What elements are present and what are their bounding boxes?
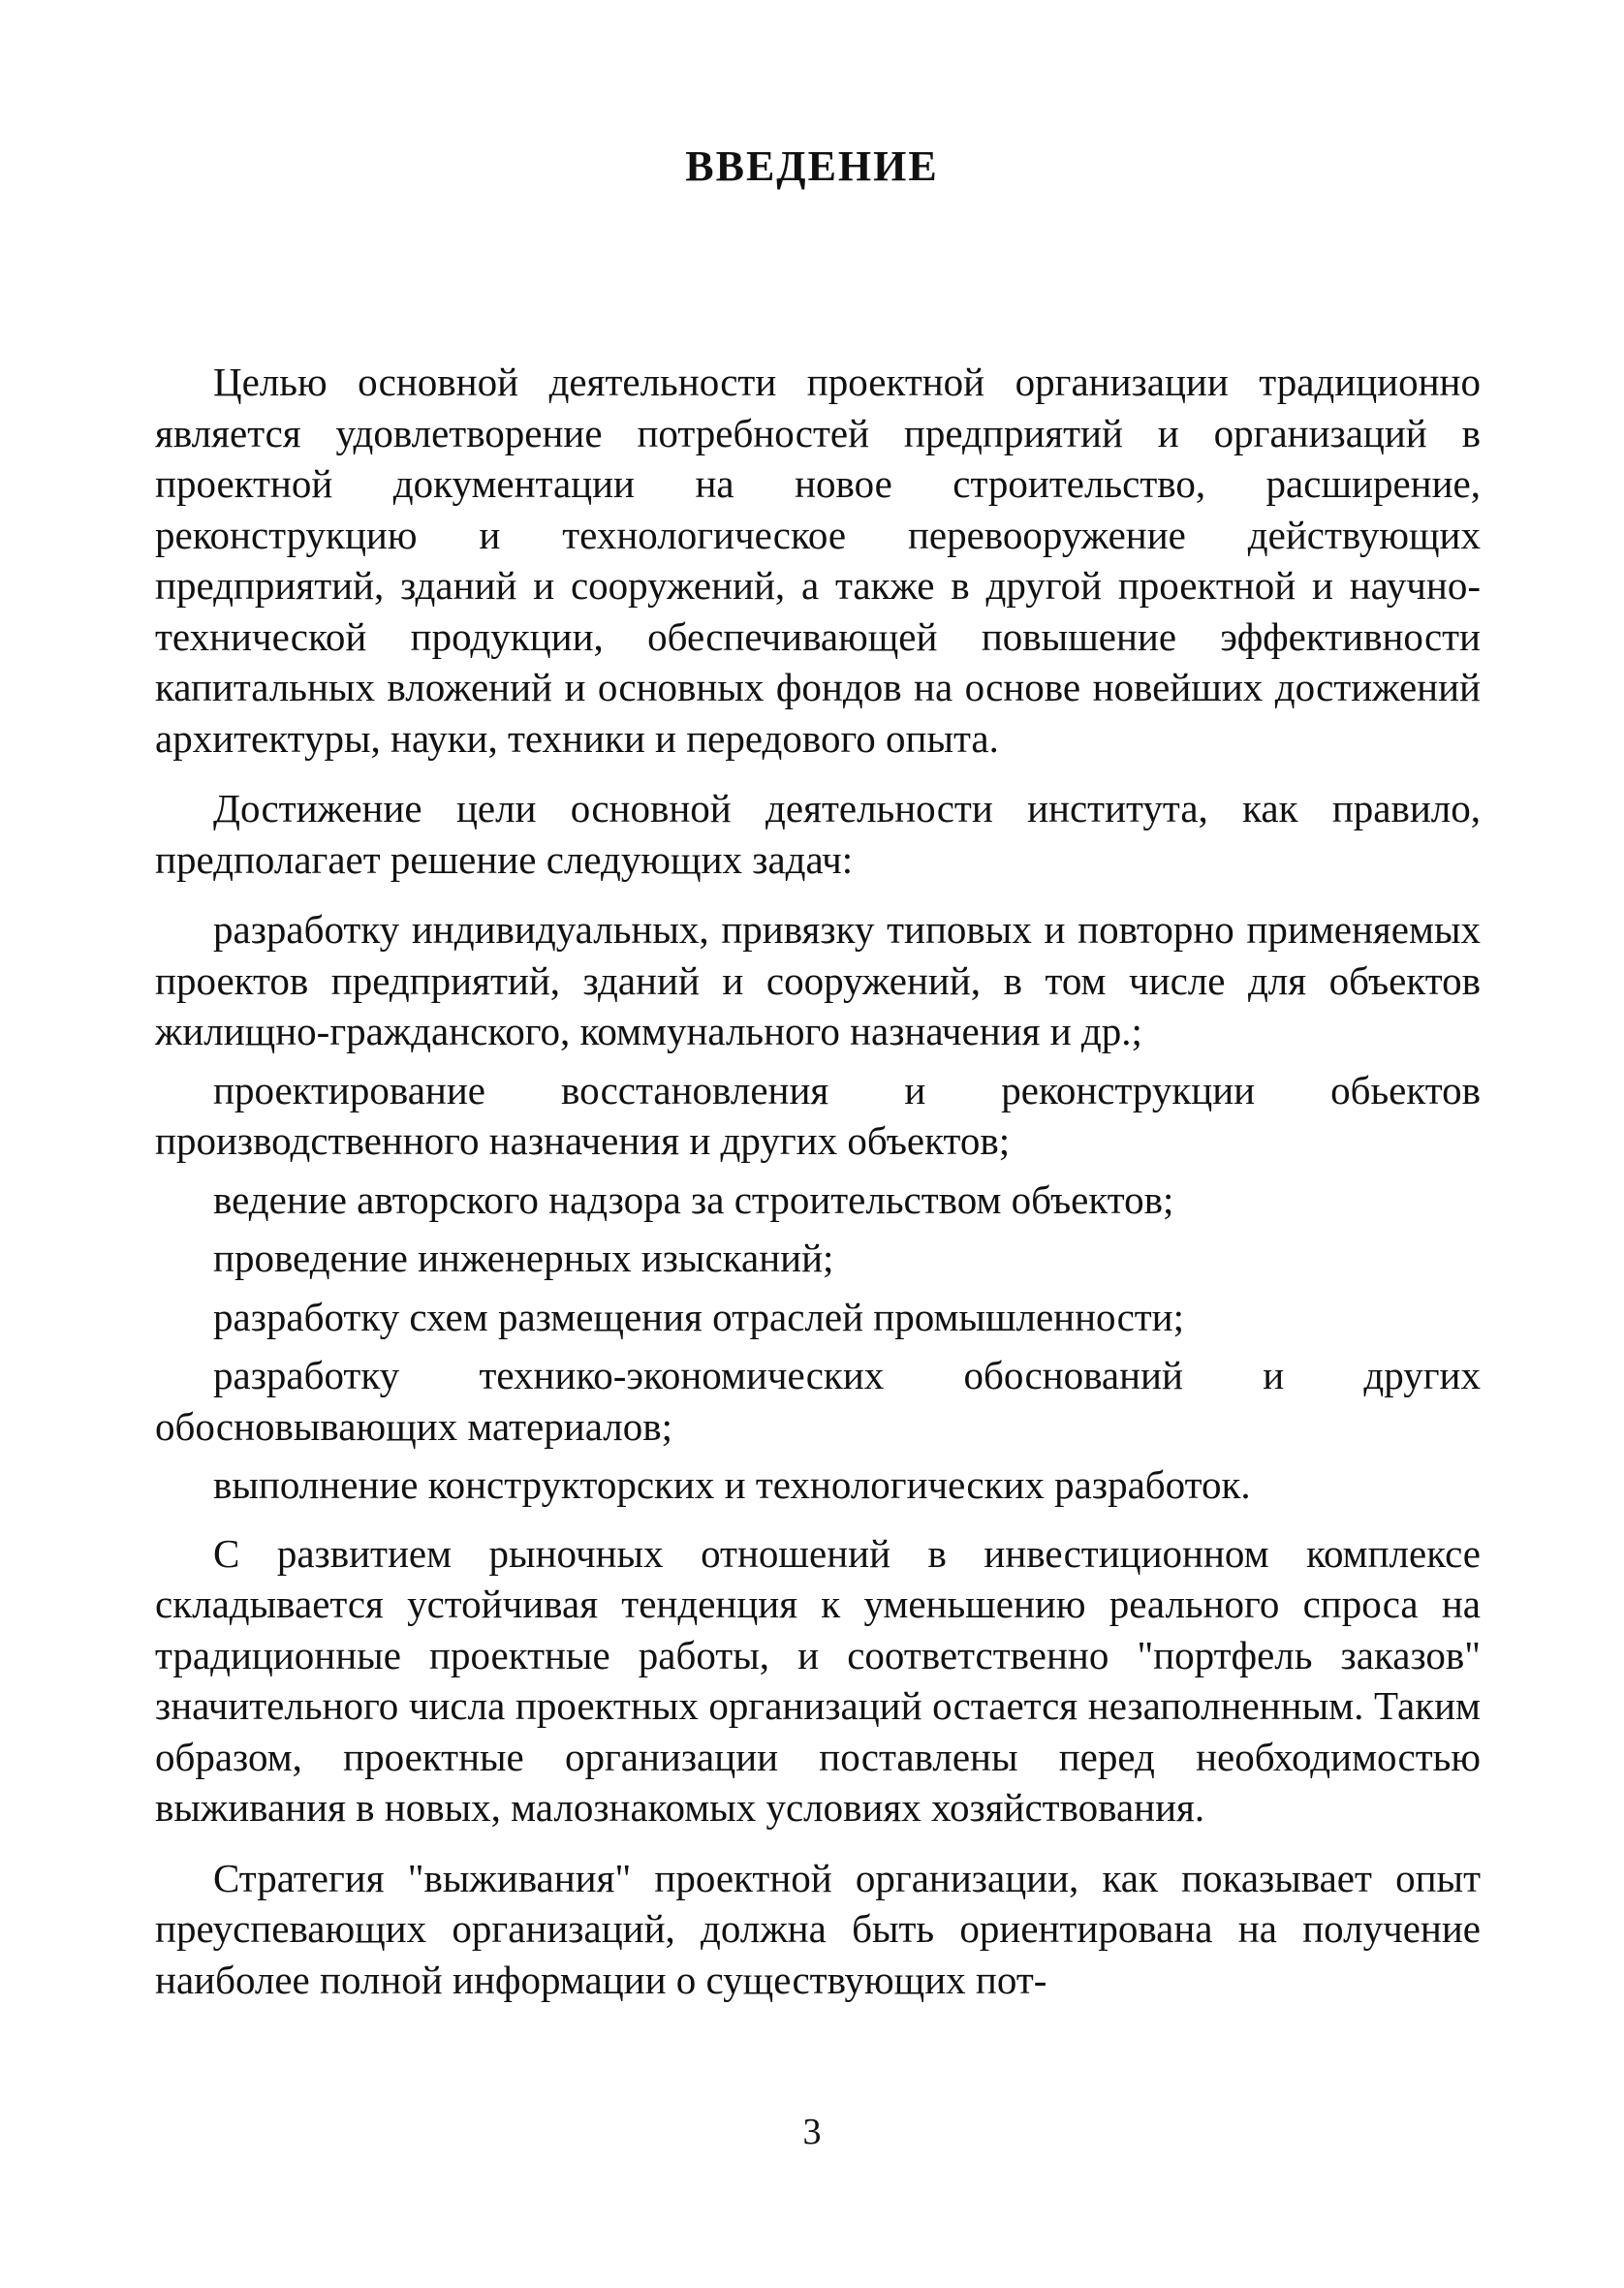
paragraph-strategy: Стратегия "выживания" проектной организации, как показывает опыт преуспевающих организаций, должна быть ориентирована на получение наиболее полной информации о существующих пот- bbox=[155, 1855, 1481, 2002]
list-item: выполнение конструкторских и технологических разработок. bbox=[213, 1462, 1251, 1507]
page-number: 3 bbox=[802, 2112, 822, 2152]
list-item: проведение инженерных изысканий; bbox=[213, 1236, 834, 1280]
paragraph-tasks-intro: Достижение цели основной деятельности института, как правило, предполагает решение следующих задач: bbox=[155, 786, 1481, 882]
paragraph-goal: Целью основной деятельности проектной организации традиционно является удовлетворение потребностей предприятий и организаций в проектной документации на новое строительство, расширение, реконструкцию и технологическое перевооружение действующих предприятий, зданий и сооружений, а также в другой проектной и научно-технической продукции, обеспечивающей повышение эффективности капитальных вложений и основных фондов на основе новейших достижений архитектуры, науки, техники и передового опыта. bbox=[155, 360, 1481, 761]
list-item: разработку схем размещения отраслей промышленности; bbox=[213, 1294, 1185, 1339]
paragraph-market: С развитием рыночных отношений в инвестиционном комплексе складывается устойчивая тенденция к уменьшению реального спроса на традиционные проектные работы, и соответственно "портфель заказов" значительного числа проектных организаций остается незаполненным. Таким образом, проектные организации поставлены перед необходимостью выживания в новых, малознакомых условиях хозяйствования. bbox=[155, 1530, 1481, 1830]
list-item: разработку индивидуальных, привязку типовых и повторно применяемых проектов предприятий, зданий и сооружений, в том числе для объектов жилищно-гражданского, коммунального назначения и др.; bbox=[155, 907, 1481, 1053]
list-item: проектирование восстановления и реконструкции обьектов производственного назначения и других объектов; bbox=[155, 1067, 1481, 1163]
document-body bbox=[155, 357, 1481, 2024]
page-title: ВВЕДЕНИЕ bbox=[685, 142, 939, 190]
list-item: разработку технико-экономических обоснований и других обосновывающих материалов; bbox=[155, 1353, 1481, 1449]
tasks-list bbox=[155, 904, 1481, 1511]
list-item: ведение авторского надзора за строительством объектов; bbox=[213, 1176, 1174, 1222]
